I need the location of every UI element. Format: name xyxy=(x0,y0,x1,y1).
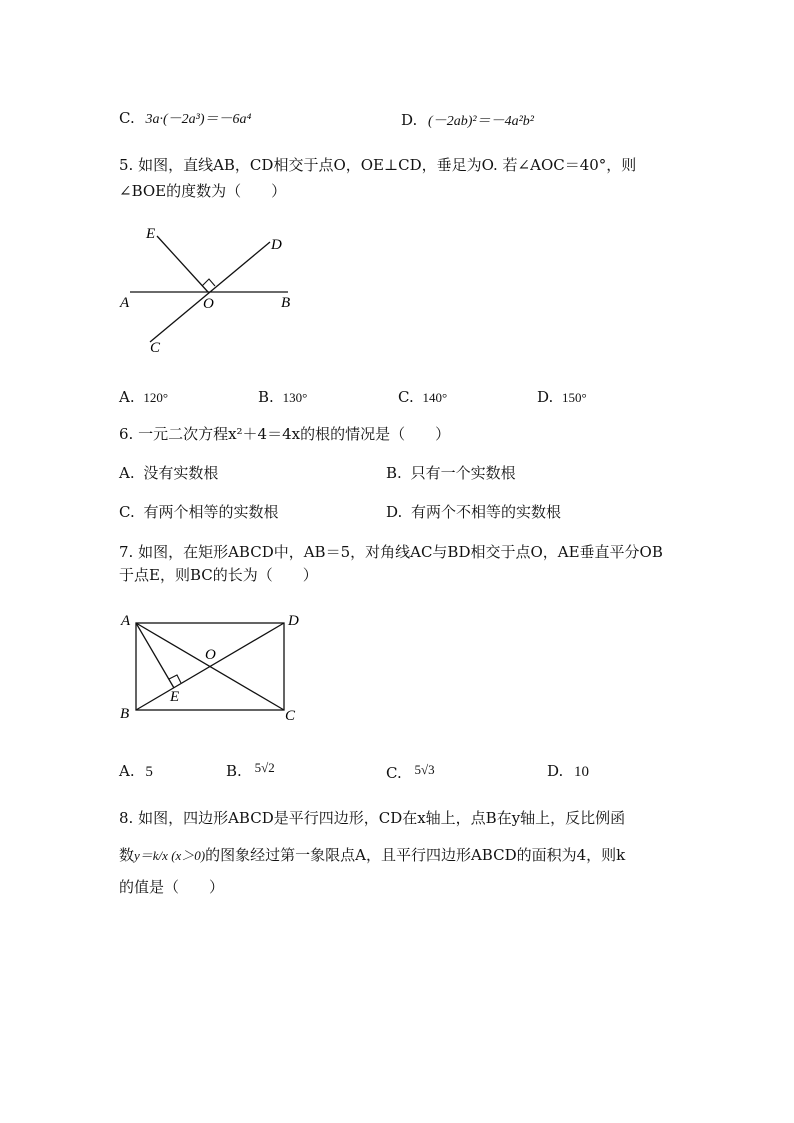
q6-option-d xyxy=(386,502,561,522)
q7-option-d xyxy=(547,761,589,782)
q7-option-c xyxy=(386,763,435,784)
q8-function-expr: y＝k/x (x＞0) xyxy=(134,848,206,863)
q7-option-a-value: 5 xyxy=(145,764,153,780)
q8-stem-line3: 的值是（ ） xyxy=(119,878,225,896)
q6-option-c-label: C. xyxy=(119,503,135,521)
q6-option-c-value: 有两个相等的实数根 xyxy=(143,503,279,521)
q4-option-c xyxy=(119,108,251,130)
q7-label-d: D xyxy=(288,613,299,629)
q5-option-d xyxy=(537,387,587,408)
q6-option-a-value: 没有实数根 xyxy=(143,464,219,482)
q8-stem-line2 xyxy=(119,845,625,866)
q5-label-a: A xyxy=(120,295,130,311)
q5-option-a-value: 120° xyxy=(143,390,169,405)
q7-option-b xyxy=(226,761,275,782)
q6-option-c xyxy=(119,502,279,522)
q7-label-a: A xyxy=(121,613,131,629)
q7-segment-ae xyxy=(136,623,174,688)
q7-option-a xyxy=(119,761,153,782)
q4-option-d-expr: (－2ab)²＝－4a²b² xyxy=(428,114,534,129)
q7-label-e: E xyxy=(170,689,180,705)
q6-option-b xyxy=(386,463,516,483)
q7-label-b: B xyxy=(120,706,130,722)
q5-option-b xyxy=(258,387,307,408)
q7-option-c-label: C. xyxy=(386,764,402,782)
q5-option-b-value: 130° xyxy=(282,390,308,405)
q5-option-d-value: 150° xyxy=(562,390,587,405)
q6-option-b-label: B. xyxy=(386,464,402,482)
q7-label-c: C xyxy=(285,708,296,724)
q5-option-c xyxy=(398,387,447,408)
q5-stem-line2: ∠BOE的度数为（ ） xyxy=(119,182,287,200)
q7-option-c-value: 5√3 xyxy=(414,762,435,777)
q8-line2-lead: 数 xyxy=(119,846,135,864)
q7-label-o: O xyxy=(205,647,216,663)
q5-option-c-label: C. xyxy=(398,388,414,406)
q5-figure xyxy=(110,220,310,360)
q7-option-b-value: 5√2 xyxy=(254,760,275,775)
q5-option-b-label: B. xyxy=(258,388,274,406)
q5-option-d-label: D. xyxy=(537,388,554,406)
q5-stem-line1: 5. 如图，直线AB，CD相交于点O，OE⊥CD，垂足为O. 若∠AOC＝40°，则 xyxy=(119,156,637,174)
q7-option-d-value: 10 xyxy=(574,764,590,780)
q6-option-a xyxy=(119,463,218,483)
q5-right-angle-mark xyxy=(202,279,215,286)
q7-option-d-label: D. xyxy=(547,762,564,780)
q7-stem-line2: 于点E，则BC的长为（ ） xyxy=(119,566,318,584)
q6-option-d-label: D. xyxy=(386,503,403,521)
q4-option-d xyxy=(401,110,534,132)
q4-option-d-label: D. xyxy=(401,111,418,129)
q5-option-a-label: A. xyxy=(119,388,135,406)
q5-label-o: O xyxy=(203,296,214,312)
q6-stem: 6. 一元二次方程x²＋4＝4x的根的情况是（ ） xyxy=(119,425,451,443)
q5-label-c: C xyxy=(150,340,161,356)
q8-line2-tail: 的图象经过第一象限点A，且平行四边形ABCD的面积为4，则k xyxy=(205,846,626,864)
q6-option-d-value: 有两个不相等的实数根 xyxy=(411,503,562,521)
q7-stem-line1: 7. 如图，在矩形ABCD中，AB＝5，对角线AC与BD相交于点O，AE垂直平分OB xyxy=(119,543,663,561)
q5-label-b: B xyxy=(281,295,291,311)
q7-option-a-label: A. xyxy=(119,762,135,780)
q5-label-e: E xyxy=(146,226,156,242)
q5-ray-oe xyxy=(157,236,208,292)
q7-option-b-label: B. xyxy=(226,762,242,780)
q4-option-c-expr: 3a·(－2a³)＝－6a⁴ xyxy=(145,112,252,127)
q6-option-b-value: 只有一个实数根 xyxy=(410,464,516,482)
q4-option-c-label: C. xyxy=(119,109,135,127)
q5-label-d: D xyxy=(271,237,282,253)
q6-option-a-label: A. xyxy=(119,464,135,482)
q8-stem-line1: 8. 如图，四边形ABCD是平行四边形，CD在x轴上，点B在y轴上，反比例函 xyxy=(119,809,626,827)
q7-figure xyxy=(110,605,310,730)
q5-option-c-value: 140° xyxy=(422,390,448,405)
q5-option-a xyxy=(119,387,168,408)
